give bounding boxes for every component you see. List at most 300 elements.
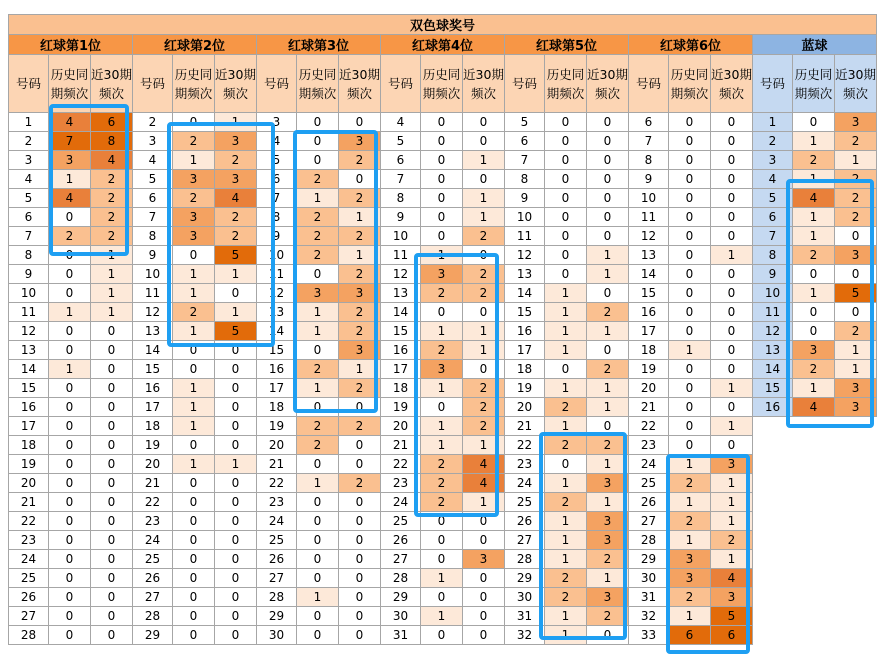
cell-recent-pos5: 0 xyxy=(587,284,629,303)
cell-number-pos3: 15 xyxy=(257,341,297,360)
cell-hist-pos4: 0 xyxy=(421,303,463,322)
cell-recent-pos2: 1 xyxy=(215,265,257,284)
cell-recent-blue: 0 xyxy=(835,265,877,284)
cell-number-pos1: 27 xyxy=(9,607,49,626)
cell-recent-pos3: 0 xyxy=(339,569,381,588)
cell-number-pos2: 9 xyxy=(133,246,173,265)
cell-recent-pos5: 0 xyxy=(587,170,629,189)
cell-hist-pos1: 1 xyxy=(49,170,91,189)
lottery-frequency-table xyxy=(8,14,877,645)
cell-number-blue: 4 xyxy=(753,170,793,189)
cell-number-pos4: 25 xyxy=(381,512,421,531)
cell-number-blue: 7 xyxy=(753,227,793,246)
cell-number-pos2: 14 xyxy=(133,341,173,360)
cell-number-blue: 13 xyxy=(753,341,793,360)
cell-number-pos6: 29 xyxy=(629,550,669,569)
empty-cell xyxy=(753,626,793,645)
cell-recent-blue: 1 xyxy=(835,151,877,170)
cell-number-pos3: 10 xyxy=(257,246,297,265)
cell-hist-pos5: 0 xyxy=(545,227,587,246)
table-row xyxy=(9,569,877,588)
cell-number-pos2: 3 xyxy=(133,132,173,151)
subheader-recent-blue: 近30期频次 xyxy=(835,55,877,113)
cell-recent-pos5: 2 xyxy=(587,550,629,569)
cell-number-pos2: 4 xyxy=(133,151,173,170)
cell-recent-blue: 0 xyxy=(835,303,877,322)
cell-hist-pos6: 3 xyxy=(669,550,711,569)
cell-recent-pos2: 0 xyxy=(215,550,257,569)
cell-recent-pos3: 0 xyxy=(339,170,381,189)
cell-recent-pos5: 2 xyxy=(587,436,629,455)
cell-recent-pos1: 2 xyxy=(91,189,133,208)
empty-cell xyxy=(753,455,793,474)
cell-number-blue: 12 xyxy=(753,322,793,341)
cell-number-pos4: 4 xyxy=(381,113,421,132)
cell-hist-pos1: 0 xyxy=(49,512,91,531)
cell-hist-pos5: 2 xyxy=(545,588,587,607)
empty-cell xyxy=(835,474,877,493)
group-header-pos1: 红球第1位 xyxy=(9,35,133,55)
cell-number-pos3: 13 xyxy=(257,303,297,322)
cell-hist-pos6: 0 xyxy=(669,284,711,303)
cell-recent-pos4: 1 xyxy=(463,341,505,360)
cell-recent-pos6: 0 xyxy=(711,303,753,322)
cell-recent-pos1: 4 xyxy=(91,151,133,170)
empty-cell xyxy=(753,607,793,626)
cell-number-pos2: 19 xyxy=(133,436,173,455)
cell-recent-pos5: 1 xyxy=(587,246,629,265)
cell-hist-pos4: 1 xyxy=(421,607,463,626)
cell-number-pos4: 17 xyxy=(381,360,421,379)
cell-hist-pos6: 2 xyxy=(669,474,711,493)
cell-hist-pos5: 1 xyxy=(545,512,587,531)
cell-hist-pos6: 0 xyxy=(669,170,711,189)
cell-recent-pos4: 1 xyxy=(463,322,505,341)
empty-cell xyxy=(753,550,793,569)
cell-number-pos1: 18 xyxy=(9,436,49,455)
subheader-recent-pos2: 近30期频次 xyxy=(215,55,257,113)
cell-hist-pos1: 0 xyxy=(49,455,91,474)
cell-number-pos3: 8 xyxy=(257,208,297,227)
cell-recent-pos6: 6 xyxy=(711,626,753,645)
cell-number-pos5: 14 xyxy=(505,284,545,303)
cell-recent-pos4: 2 xyxy=(463,398,505,417)
cell-number-pos3: 19 xyxy=(257,417,297,436)
cell-hist-pos6: 1 xyxy=(669,341,711,360)
table-row xyxy=(9,512,877,531)
cell-number-pos5: 6 xyxy=(505,132,545,151)
cell-recent-pos5: 0 xyxy=(587,341,629,360)
cell-number-pos3: 26 xyxy=(257,550,297,569)
subheader-num-pos2: 号码 xyxy=(133,55,173,113)
cell-number-pos3: 24 xyxy=(257,512,297,531)
cell-hist-pos3: 1 xyxy=(297,303,339,322)
cell-recent-pos1: 1 xyxy=(91,246,133,265)
group-header-pos5: 红球第5位 xyxy=(505,35,629,55)
cell-number-blue: 11 xyxy=(753,303,793,322)
empty-cell xyxy=(835,512,877,531)
cell-recent-pos3: 0 xyxy=(339,607,381,626)
cell-recent-pos5: 0 xyxy=(587,113,629,132)
group-header-pos2: 红球第2位 xyxy=(133,35,257,55)
cell-hist-pos1: 0 xyxy=(49,208,91,227)
cell-number-pos4: 15 xyxy=(381,322,421,341)
cell-recent-pos6: 0 xyxy=(711,398,753,417)
cell-hist-pos3: 0 xyxy=(297,512,339,531)
cell-number-pos5: 7 xyxy=(505,151,545,170)
cell-hist-pos5: 1 xyxy=(545,341,587,360)
cell-hist-pos4: 1 xyxy=(421,417,463,436)
cell-hist-pos3: 1 xyxy=(297,322,339,341)
cell-number-pos4: 21 xyxy=(381,436,421,455)
cell-number-pos1: 24 xyxy=(9,550,49,569)
cell-hist-pos1: 0 xyxy=(49,474,91,493)
table-row xyxy=(9,227,877,246)
cell-recent-pos3: 0 xyxy=(339,588,381,607)
cell-hist-pos2: 0 xyxy=(173,474,215,493)
cell-number-pos3: 25 xyxy=(257,531,297,550)
cell-recent-blue: 0 xyxy=(835,227,877,246)
cell-hist-pos6: 1 xyxy=(669,493,711,512)
cell-number-pos2: 26 xyxy=(133,569,173,588)
cell-hist-pos2: 2 xyxy=(173,189,215,208)
subheader-recent-pos3: 近30期频次 xyxy=(339,55,381,113)
cell-number-blue: 5 xyxy=(753,189,793,208)
table-row xyxy=(9,303,877,322)
subheader-num-pos4: 号码 xyxy=(381,55,421,113)
cell-hist-pos5: 0 xyxy=(545,208,587,227)
cell-number-pos3: 6 xyxy=(257,170,297,189)
cell-recent-pos4: 0 xyxy=(463,588,505,607)
subheader-num-pos1: 号码 xyxy=(9,55,49,113)
cell-recent-pos4: 0 xyxy=(463,246,505,265)
group-header-pos4: 红球第4位 xyxy=(381,35,505,55)
cell-number-pos3: 11 xyxy=(257,265,297,284)
cell-recent-pos4: 2 xyxy=(463,284,505,303)
cell-hist-pos4: 0 xyxy=(421,550,463,569)
subheader-hist-blue: 历史同期频次 xyxy=(793,55,835,113)
cell-hist-pos3: 0 xyxy=(297,626,339,645)
cell-number-pos1: 7 xyxy=(9,227,49,246)
table-row xyxy=(9,588,877,607)
cell-number-blue: 3 xyxy=(753,151,793,170)
cell-recent-pos6: 0 xyxy=(711,113,753,132)
subheader-recent-pos5: 近30期频次 xyxy=(587,55,629,113)
cell-recent-pos3: 2 xyxy=(339,265,381,284)
cell-hist-pos2: 0 xyxy=(173,512,215,531)
cell-hist-pos1: 0 xyxy=(49,379,91,398)
cell-number-pos3: 30 xyxy=(257,626,297,645)
cell-recent-pos6: 5 xyxy=(711,607,753,626)
cell-hist-pos6: 6 xyxy=(669,626,711,645)
empty-cell xyxy=(793,512,835,531)
cell-recent-pos6: 1 xyxy=(711,493,753,512)
table-row xyxy=(9,398,877,417)
cell-number-pos1: 20 xyxy=(9,474,49,493)
cell-hist-pos5: 1 xyxy=(545,626,587,645)
cell-number-pos4: 23 xyxy=(381,474,421,493)
group-header-pos6: 红球第6位 xyxy=(629,35,753,55)
cell-recent-pos1: 0 xyxy=(91,531,133,550)
cell-number-pos6: 17 xyxy=(629,322,669,341)
cell-number-pos6: 10 xyxy=(629,189,669,208)
subheader-hist-pos2: 历史同期频次 xyxy=(173,55,215,113)
cell-hist-pos1: 0 xyxy=(49,569,91,588)
cell-hist-pos4: 0 xyxy=(421,132,463,151)
cell-hist-pos5: 0 xyxy=(545,189,587,208)
cell-number-pos1: 2 xyxy=(9,132,49,151)
cell-recent-pos3: 1 xyxy=(339,360,381,379)
cell-recent-pos5: 1 xyxy=(587,322,629,341)
cell-recent-pos3: 0 xyxy=(339,398,381,417)
cell-recent-pos2: 0 xyxy=(215,436,257,455)
cell-recent-pos4: 2 xyxy=(463,379,505,398)
cell-number-pos1: 26 xyxy=(9,588,49,607)
cell-recent-pos2: 1 xyxy=(215,303,257,322)
cell-number-pos5: 11 xyxy=(505,227,545,246)
table-row xyxy=(9,113,877,132)
cell-recent-pos5: 3 xyxy=(587,474,629,493)
table-row xyxy=(9,265,877,284)
cell-hist-pos1: 0 xyxy=(49,550,91,569)
cell-recent-pos1: 0 xyxy=(91,607,133,626)
empty-cell xyxy=(793,588,835,607)
cell-number-blue: 15 xyxy=(753,379,793,398)
cell-hist-pos4: 0 xyxy=(421,170,463,189)
empty-cell xyxy=(835,569,877,588)
cell-hist-pos4: 2 xyxy=(421,341,463,360)
cell-hist-pos2: 1 xyxy=(173,265,215,284)
cell-recent-pos3: 0 xyxy=(339,626,381,645)
cell-hist-pos2: 3 xyxy=(173,208,215,227)
table-row xyxy=(9,189,877,208)
cell-hist-pos2: 0 xyxy=(173,626,215,645)
cell-number-pos4: 29 xyxy=(381,588,421,607)
cell-recent-pos2: 0 xyxy=(215,493,257,512)
cell-recent-pos2: 0 xyxy=(215,569,257,588)
cell-recent-blue: 3 xyxy=(835,113,877,132)
cell-number-pos4: 26 xyxy=(381,531,421,550)
table-row xyxy=(9,132,877,151)
cell-hist-pos4: 0 xyxy=(421,512,463,531)
cell-recent-pos3: 2 xyxy=(339,417,381,436)
cell-number-pos2: 25 xyxy=(133,550,173,569)
cell-recent-pos3: 2 xyxy=(339,474,381,493)
cell-hist-pos6: 2 xyxy=(669,588,711,607)
cell-number-pos6: 6 xyxy=(629,113,669,132)
cell-number-pos1: 3 xyxy=(9,151,49,170)
cell-number-pos6: 25 xyxy=(629,474,669,493)
cell-recent-pos4: 0 xyxy=(463,569,505,588)
cell-hist-pos2: 1 xyxy=(173,284,215,303)
cell-hist-pos3: 1 xyxy=(297,379,339,398)
table-row xyxy=(9,360,877,379)
cell-recent-pos2: 0 xyxy=(215,360,257,379)
cell-recent-pos6: 0 xyxy=(711,170,753,189)
cell-number-pos1: 11 xyxy=(9,303,49,322)
cell-hist-pos3: 2 xyxy=(297,208,339,227)
cell-hist-pos5: 1 xyxy=(545,531,587,550)
cell-number-pos1: 8 xyxy=(9,246,49,265)
cell-hist-pos5: 2 xyxy=(545,398,587,417)
cell-recent-pos5: 1 xyxy=(587,569,629,588)
cell-hist-pos3: 0 xyxy=(297,265,339,284)
cell-recent-blue: 2 xyxy=(835,208,877,227)
cell-recent-pos1: 0 xyxy=(91,417,133,436)
cell-hist-pos5: 1 xyxy=(545,474,587,493)
cell-recent-pos5: 0 xyxy=(587,208,629,227)
cell-recent-pos1: 0 xyxy=(91,588,133,607)
cell-recent-pos2: 5 xyxy=(215,322,257,341)
table-row xyxy=(9,607,877,626)
cell-number-blue: 10 xyxy=(753,284,793,303)
cell-recent-pos5: 1 xyxy=(587,455,629,474)
cell-number-pos3: 18 xyxy=(257,398,297,417)
cell-number-pos6: 14 xyxy=(629,265,669,284)
cell-number-pos4: 10 xyxy=(381,227,421,246)
cell-hist-pos5: 2 xyxy=(545,493,587,512)
cell-number-pos6: 16 xyxy=(629,303,669,322)
cell-hist-pos2: 1 xyxy=(173,455,215,474)
cell-hist-pos6: 1 xyxy=(669,531,711,550)
cell-recent-pos1: 8 xyxy=(91,132,133,151)
cell-recent-pos6: 1 xyxy=(711,417,753,436)
cell-recent-pos6: 1 xyxy=(711,379,753,398)
subheader-recent-pos6: 近30期频次 xyxy=(711,55,753,113)
cell-hist-pos6: 1 xyxy=(669,607,711,626)
cell-number-pos2: 24 xyxy=(133,531,173,550)
cell-hist-blue: 1 xyxy=(793,379,835,398)
cell-recent-pos3: 0 xyxy=(339,531,381,550)
cell-number-pos3: 28 xyxy=(257,588,297,607)
cell-recent-pos3: 0 xyxy=(339,550,381,569)
cell-recent-pos4: 1 xyxy=(463,208,505,227)
subheader-recent-pos1: 近30期频次 xyxy=(91,55,133,113)
cell-number-blue: 2 xyxy=(753,132,793,151)
cell-hist-pos4: 0 xyxy=(421,113,463,132)
cell-number-pos3: 23 xyxy=(257,493,297,512)
cell-number-pos6: 26 xyxy=(629,493,669,512)
cell-number-pos3: 29 xyxy=(257,607,297,626)
cell-hist-pos6: 2 xyxy=(669,512,711,531)
cell-recent-pos5: 0 xyxy=(587,626,629,645)
cell-recent-pos1: 0 xyxy=(91,512,133,531)
cell-number-pos6: 32 xyxy=(629,607,669,626)
cell-number-pos5: 13 xyxy=(505,265,545,284)
cell-number-pos1: 1 xyxy=(9,113,49,132)
cell-number-pos6: 30 xyxy=(629,569,669,588)
cell-number-pos6: 19 xyxy=(629,360,669,379)
cell-number-pos5: 12 xyxy=(505,246,545,265)
cell-recent-blue: 5 xyxy=(835,284,877,303)
cell-hist-pos4: 0 xyxy=(421,398,463,417)
table-row xyxy=(9,550,877,569)
cell-number-pos1: 13 xyxy=(9,341,49,360)
cell-number-pos4: 6 xyxy=(381,151,421,170)
cell-number-pos6: 22 xyxy=(629,417,669,436)
cell-recent-pos6: 0 xyxy=(711,227,753,246)
cell-number-pos3: 9 xyxy=(257,227,297,246)
cell-number-pos3: 22 xyxy=(257,474,297,493)
cell-hist-pos5: 0 xyxy=(545,113,587,132)
cell-hist-pos6: 1 xyxy=(669,455,711,474)
cell-number-pos5: 25 xyxy=(505,493,545,512)
cell-hist-pos2: 0 xyxy=(173,493,215,512)
cell-recent-pos1: 0 xyxy=(91,455,133,474)
empty-cell xyxy=(835,493,877,512)
cell-number-pos2: 11 xyxy=(133,284,173,303)
cell-hist-blue: 1 xyxy=(793,284,835,303)
cell-hist-pos2: 0 xyxy=(173,607,215,626)
cell-hist-pos5: 2 xyxy=(545,569,587,588)
table-row xyxy=(9,417,877,436)
cell-number-pos1: 17 xyxy=(9,417,49,436)
cell-hist-pos5: 1 xyxy=(545,284,587,303)
cell-hist-pos3: 0 xyxy=(297,607,339,626)
cell-hist-pos4: 3 xyxy=(421,360,463,379)
cell-number-pos1: 14 xyxy=(9,360,49,379)
cell-hist-pos4: 1 xyxy=(421,379,463,398)
cell-recent-pos3: 2 xyxy=(339,227,381,246)
empty-cell xyxy=(753,531,793,550)
cell-number-pos4: 30 xyxy=(381,607,421,626)
cell-hist-blue: 1 xyxy=(793,227,835,246)
cell-recent-pos5: 1 xyxy=(587,265,629,284)
cell-recent-pos6: 1 xyxy=(711,246,753,265)
cell-number-pos6: 7 xyxy=(629,132,669,151)
cell-recent-pos4: 2 xyxy=(463,265,505,284)
cell-recent-pos4: 0 xyxy=(463,360,505,379)
cell-hist-pos3: 2 xyxy=(297,246,339,265)
cell-number-pos1: 4 xyxy=(9,170,49,189)
cell-hist-pos5: 0 xyxy=(545,265,587,284)
cell-number-blue: 6 xyxy=(753,208,793,227)
cell-number-pos3: 16 xyxy=(257,360,297,379)
cell-hist-pos5: 2 xyxy=(545,436,587,455)
cell-hist-blue: 1 xyxy=(793,170,835,189)
cell-hist-pos4: 2 xyxy=(421,455,463,474)
empty-cell xyxy=(753,588,793,607)
cell-recent-pos3: 2 xyxy=(339,151,381,170)
cell-hist-pos2: 0 xyxy=(173,569,215,588)
cell-hist-pos2: 0 xyxy=(173,550,215,569)
cell-hist-blue: 4 xyxy=(793,189,835,208)
cell-hist-pos1: 4 xyxy=(49,113,91,132)
cell-hist-pos2: 0 xyxy=(173,360,215,379)
cell-recent-pos3: 0 xyxy=(339,455,381,474)
cell-recent-pos3: 2 xyxy=(339,322,381,341)
cell-hist-pos1: 2 xyxy=(49,227,91,246)
cell-number-pos4: 18 xyxy=(381,379,421,398)
cell-hist-pos4: 0 xyxy=(421,189,463,208)
cell-recent-pos1: 1 xyxy=(91,284,133,303)
cell-number-pos3: 27 xyxy=(257,569,297,588)
cell-hist-pos1: 0 xyxy=(49,588,91,607)
table-row xyxy=(9,531,877,550)
cell-number-pos4: 11 xyxy=(381,246,421,265)
cell-hist-pos4: 2 xyxy=(421,493,463,512)
cell-number-pos5: 15 xyxy=(505,303,545,322)
cell-hist-pos6: 0 xyxy=(669,417,711,436)
cell-recent-pos3: 0 xyxy=(339,512,381,531)
cell-hist-pos1: 0 xyxy=(49,265,91,284)
cell-recent-pos1: 1 xyxy=(91,303,133,322)
table-row xyxy=(9,284,877,303)
cell-recent-blue: 2 xyxy=(835,132,877,151)
subheader-num-pos3: 号码 xyxy=(257,55,297,113)
cell-recent-pos4: 1 xyxy=(463,151,505,170)
cell-recent-pos3: 3 xyxy=(339,341,381,360)
